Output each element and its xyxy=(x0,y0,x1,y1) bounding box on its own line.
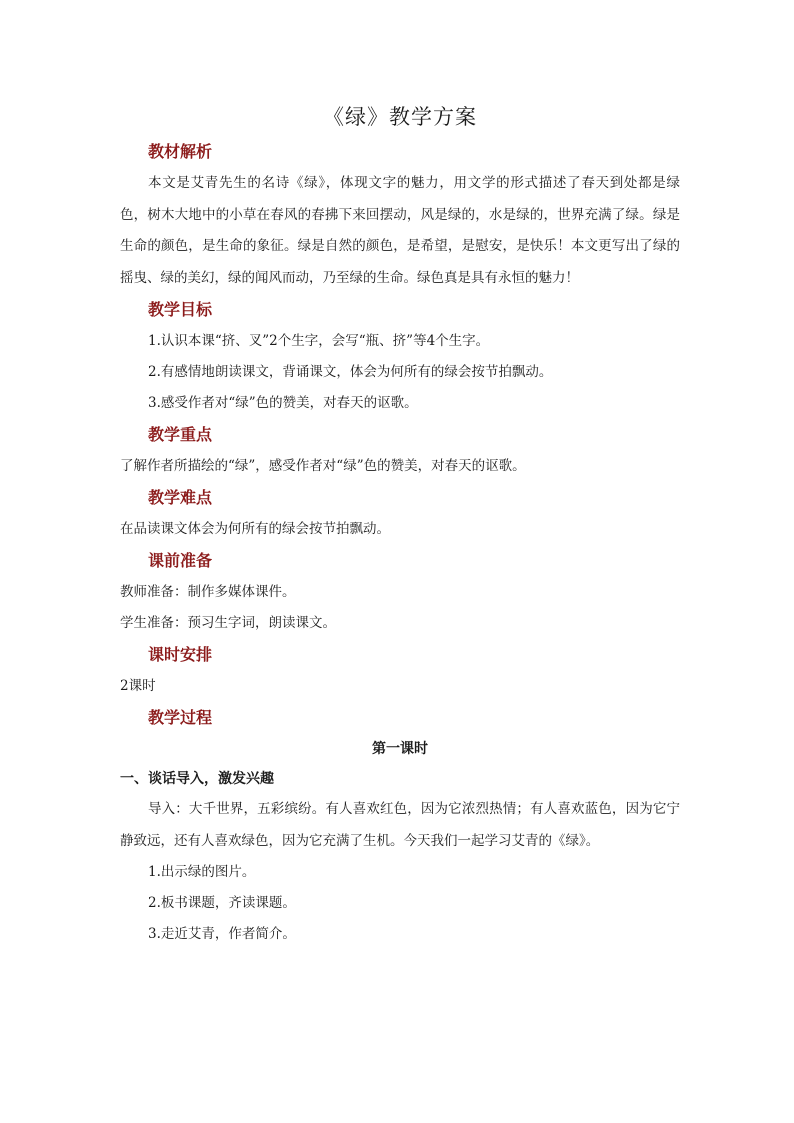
goal-item: 1.认识本课“挤、叉”2个生字，会写“瓶、挤”等4个生字。 xyxy=(148,333,490,349)
intro-paragraph: 导入：大千世界，五彩缤纷。有人喜欢红色，因为它浓烈热情；有人喜欢蓝色，因为它宁静致远，还有人喜欢绿色，因为它充满了生机。今天我们一起学习艾青的《绿》。 xyxy=(120,801,680,849)
goal-item: 3.感受作者对“绿”色的赞美，对春天的讴歌。 xyxy=(148,395,418,411)
heading-key-points: 教学重点 xyxy=(148,425,213,444)
process-step: 2.板书课题，齐读课题。 xyxy=(148,895,296,911)
lesson-title: 第一课时 xyxy=(372,741,428,757)
heading-process: 教学过程 xyxy=(148,708,213,727)
analysis-paragraph: 本文是艾青先生的名诗《绿》，体现文字的魅力，用文学的形式描述了春天到处都是绿色，树木大地中的小草在春风的春拂下来回摆动，风是绿的，水是绿的，世界充满了绿。绿是生命的颜色，是生命的象征。绿是自然的颜色，是希望，是慰安，是快乐！本文更写出了绿的摇曳、绿的美幻，绿的闻风而动，乃至绿的生命。绿色真是具有永恒的魅力！ xyxy=(120,175,680,286)
heading-difficulties: 教学难点 xyxy=(148,488,213,507)
heading-schedule: 课时安排 xyxy=(148,645,213,664)
document-title: 《绿》教学方案 xyxy=(323,105,477,129)
student-preparation: 学生准备：预习生字词，朗读课文。 xyxy=(120,615,336,631)
process-step: 3.走近艾青，作者简介。 xyxy=(148,926,296,942)
step-heading: 一、谈话导入，激发兴趣 xyxy=(120,771,274,787)
heading-preparation: 课前准备 xyxy=(148,551,213,570)
schedule-text: 2课时 xyxy=(120,678,156,694)
heading-analysis: 教材解析 xyxy=(148,142,213,161)
goal-item: 2.有感情地朗读课文，背诵课文，体会为何所有的绿会按节拍飘动。 xyxy=(148,364,553,380)
teacher-preparation: 教师准备：制作多媒体课件。 xyxy=(120,584,296,600)
process-step: 1.出示绿的图片。 xyxy=(148,864,256,880)
heading-goals: 教学目标 xyxy=(148,300,213,319)
document-page xyxy=(120,100,680,950)
difficulties-text: 在品读课文体会为何所有的绿会按节拍飘动。 xyxy=(120,521,390,537)
key-points-text: 了解作者所描绘的“绿”，感受作者对“绿”色的赞美，对春天的讴歌。 xyxy=(120,458,526,474)
